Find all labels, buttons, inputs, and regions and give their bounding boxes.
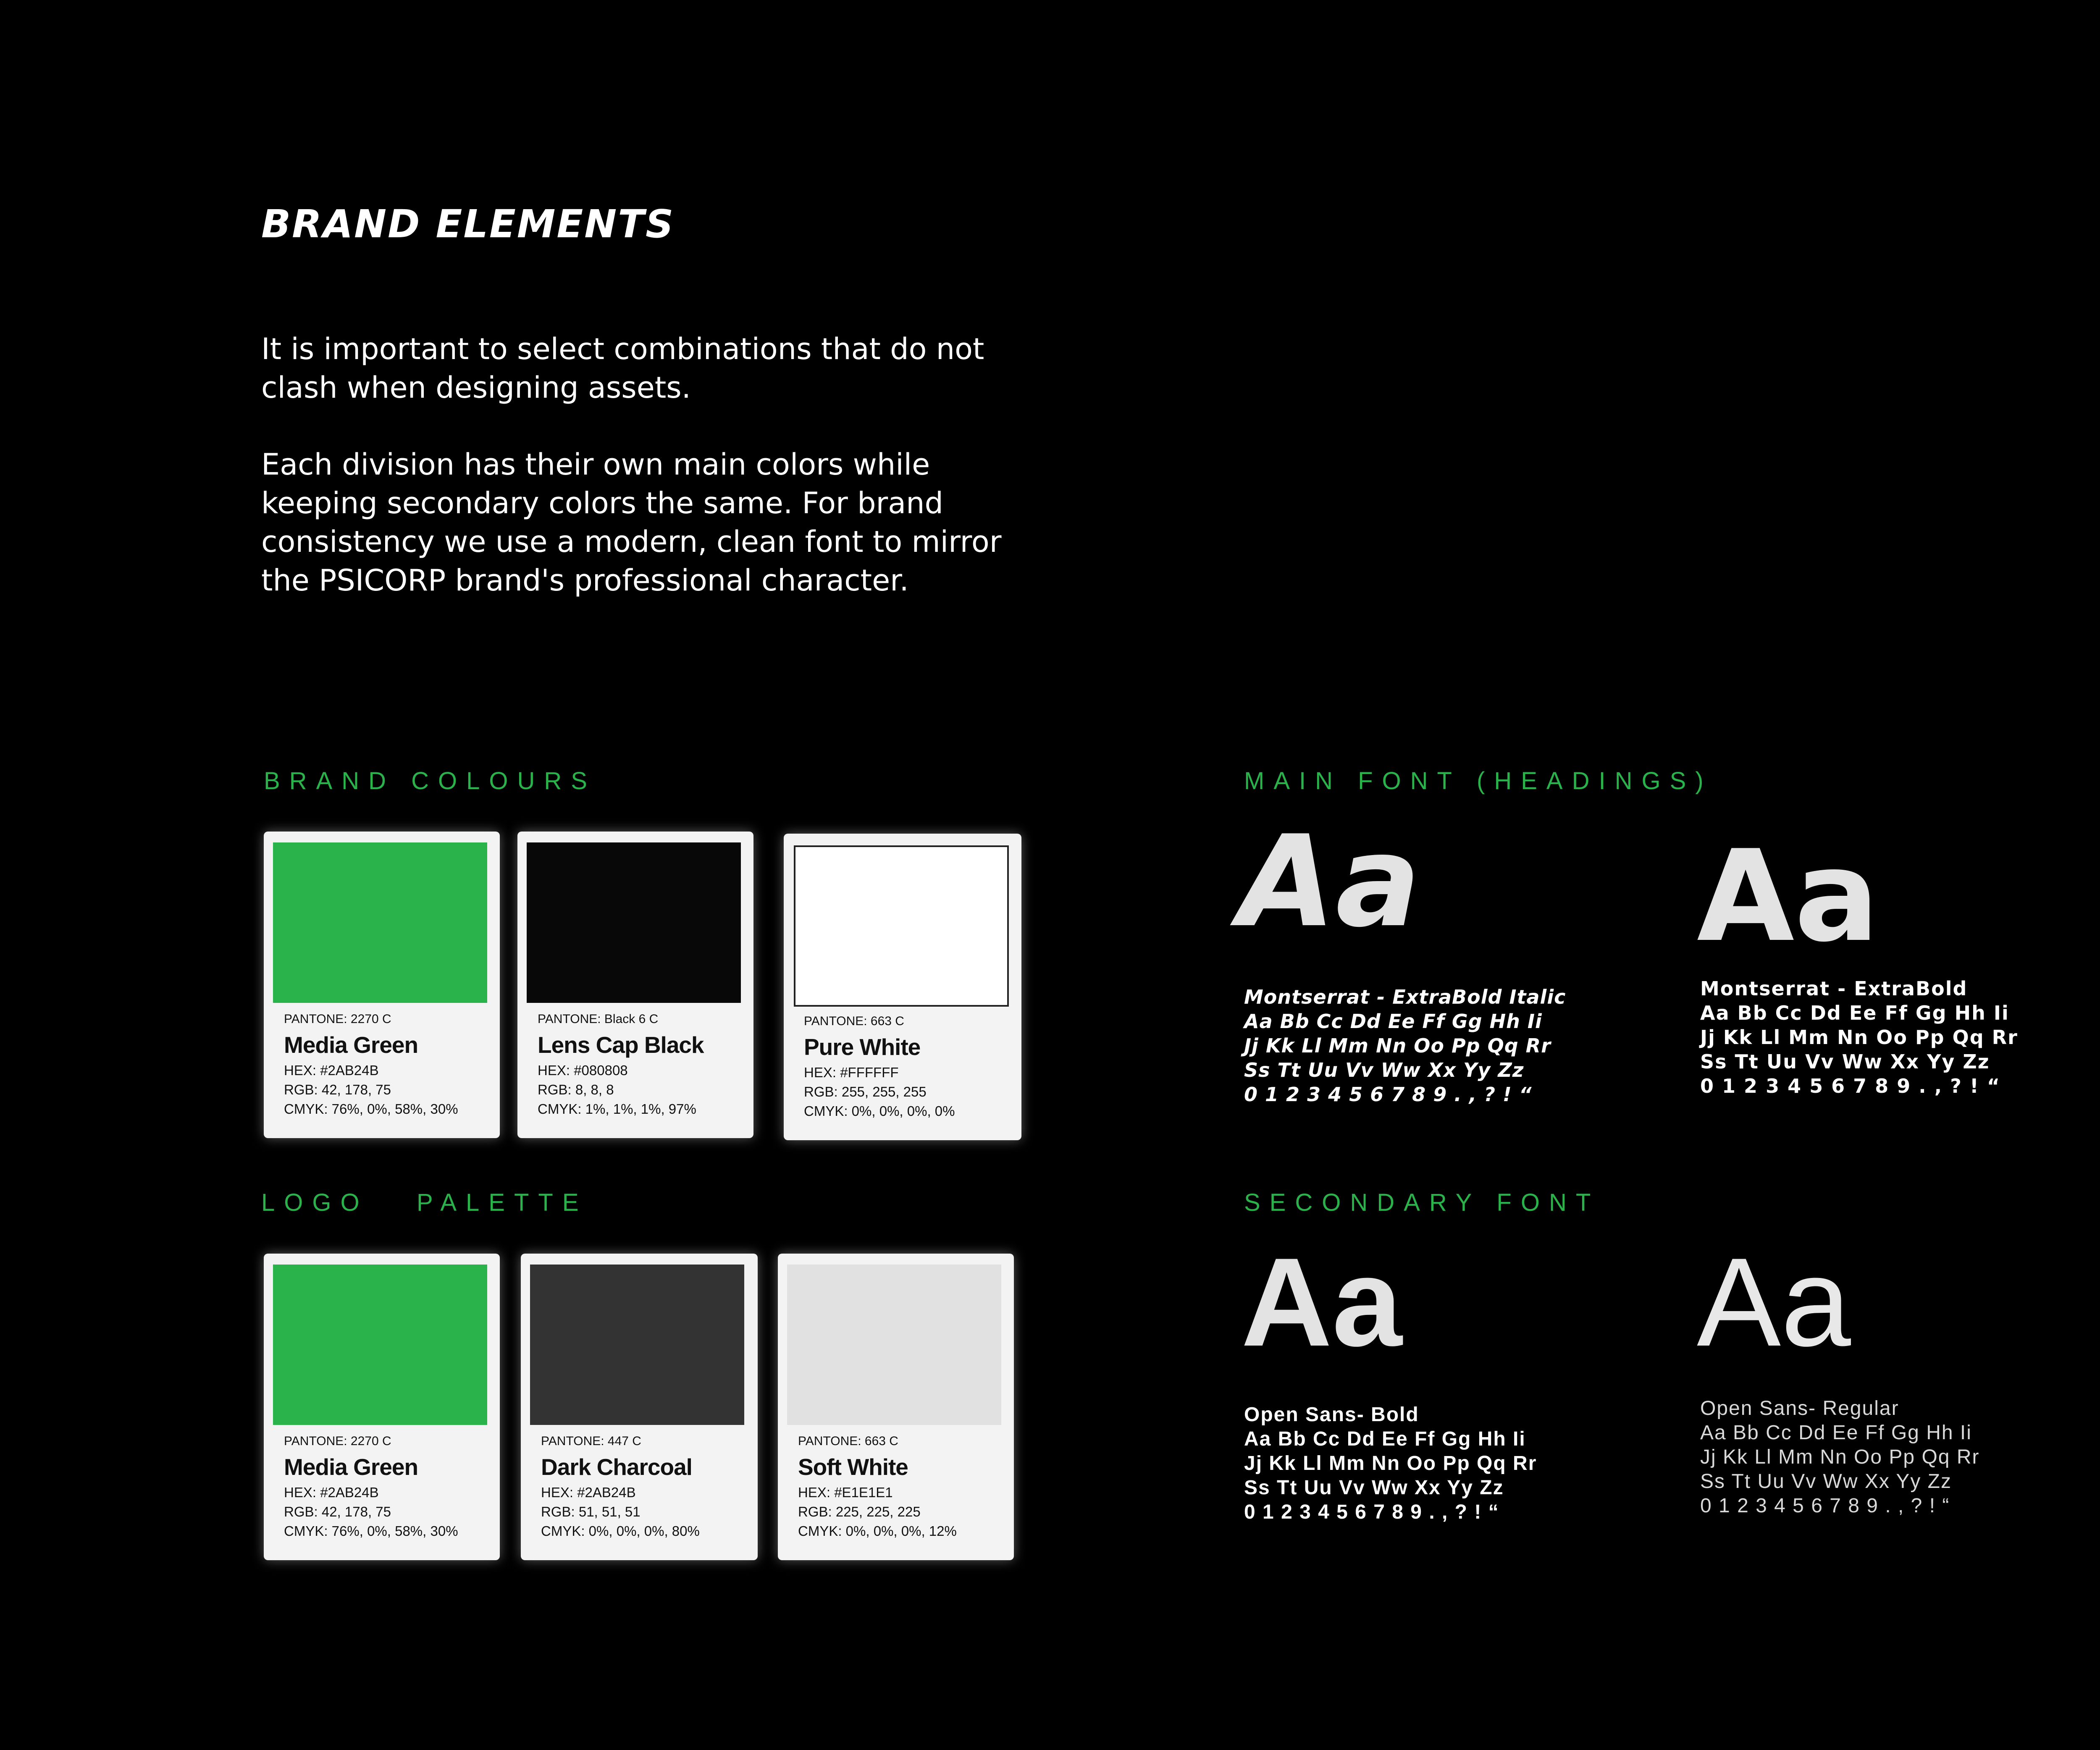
- hex-value: HEX: #2AB24B: [541, 1485, 636, 1500]
- pantone-code: PANTONE: 663 C: [798, 1434, 898, 1448]
- specimen-line: Aa Bb Cc Dd Ee Ff Gg Hh Ii: [1700, 1002, 2009, 1024]
- hex-value: HEX: #2AB24B: [284, 1485, 379, 1500]
- rgb-value: RGB: 255, 255, 255: [804, 1084, 927, 1099]
- pantone-code: PANTONE: 663 C: [804, 1014, 904, 1028]
- page-title: BRAND ELEMENTS: [261, 202, 675, 247]
- rgb-value: RGB: 225, 225, 225: [798, 1504, 921, 1519]
- hex-value: HEX: #080808: [538, 1063, 628, 1078]
- secondary-font-label: SECONDARY FONT: [1244, 1189, 1600, 1216]
- color-swatch: [794, 845, 1009, 1007]
- specimen-line: Aa Bb Cc Dd Ee Ff Gg Hh Ii: [1244, 1010, 1542, 1033]
- color-swatch: [787, 1265, 1001, 1425]
- open-sans-regular-glyph: Aa: [1697, 1231, 1851, 1372]
- pantone-code: PANTONE: 2270 C: [284, 1434, 391, 1448]
- color-name: Pure White: [804, 1034, 921, 1060]
- color-swatch: [527, 842, 741, 1003]
- specimen-line: Aa Bb Cc Dd Ee Ff Gg Hh Ii: [1244, 1428, 1526, 1450]
- specimen-line: Ss Tt Uu Vv Ww Xx Yy Zz: [1700, 1050, 1990, 1073]
- color-swatch: [273, 842, 487, 1003]
- specimen-line: 0 1 2 3 4 5 6 7 8 9 . , ? ! “: [1700, 1075, 2001, 1097]
- cmyk-value: CMYK: 76%, 0%, 58%, 30%: [284, 1101, 458, 1117]
- montserrat-glyph: Aa: [1697, 823, 1880, 970]
- montserrat-italic-specimen: [1244, 985, 1566, 1107]
- cmyk-value: CMYK: 0%, 0%, 0%, 12%: [798, 1523, 957, 1539]
- font-name: Montserrat - ExtraBold Italic: [1244, 986, 1566, 1008]
- specimen-line: 0 1 2 3 4 5 6 7 8 9 . , ? ! “: [1244, 1083, 1532, 1106]
- intro-paragraph-2: Each division has their own main colors while keeping secondary colors the same. For brand consistency we use a modern, clean font to mirror the PSICORP brand's professional character.: [261, 447, 1002, 598]
- font-name: Open Sans- Bold: [1244, 1404, 1419, 1426]
- color-swatch: [530, 1265, 744, 1425]
- specimen-line: Jj Kk Ll Mm Nn Oo Pp Qq Rr: [1700, 1446, 1980, 1468]
- color-name: Dark Charcoal: [541, 1454, 692, 1480]
- pantone-code: PANTONE: 2270 C: [284, 1012, 391, 1026]
- specimen-line: Ss Tt Uu Vv Ww Xx Yy Zz: [1244, 1059, 1524, 1081]
- color-card-dark-charcoal: [521, 1254, 758, 1560]
- rgb-value: RGB: 42, 178, 75: [284, 1082, 391, 1097]
- specimen-line: Ss Tt Uu Vv Ww Xx Yy Zz: [1700, 1470, 1952, 1493]
- rgb-value: RGB: 42, 178, 75: [284, 1504, 391, 1519]
- cmyk-value: CMYK: 76%, 0%, 58%, 30%: [284, 1523, 458, 1539]
- color-card-pure-white: [784, 834, 1021, 1140]
- color-swatch: [273, 1265, 487, 1425]
- hex-value: HEX: #E1E1E1: [798, 1485, 893, 1500]
- specimen-line: Aa Bb Cc Dd Ee Ff Gg Hh Ii: [1700, 1422, 1972, 1444]
- cmyk-value: CMYK: 1%, 1%, 1%, 97%: [538, 1101, 696, 1117]
- pantone-code: PANTONE: 447 C: [541, 1434, 641, 1448]
- color-name: Media Green: [284, 1032, 418, 1058]
- specimen-line: 0 1 2 3 4 5 6 7 8 9 . , ? ! “: [1244, 1501, 1499, 1523]
- specimen-line: Jj Kk Ll Mm Nn Oo Pp Qq Rr: [1244, 1452, 1537, 1475]
- specimen-line: Jj Kk Ll Mm Nn Oo Pp Qq Rr: [1244, 1034, 1551, 1057]
- specimen-line: 0 1 2 3 4 5 6 7 8 9 . , ? ! “: [1700, 1495, 1950, 1517]
- cmyk-value: CMYK: 0%, 0%, 0%, 80%: [541, 1523, 700, 1539]
- specimen-line: Ss Tt Uu Vv Ww Xx Yy Zz: [1244, 1477, 1504, 1499]
- intro-paragraph-1: It is important to select combinations that do not clash when designing assets.: [261, 332, 984, 405]
- montserrat-specimen: [1700, 976, 2018, 1098]
- color-name: Soft White: [798, 1454, 908, 1480]
- main-font-label: MAIN FONT (HEADINGS): [1244, 767, 1713, 795]
- open-sans-regular-specimen: [1700, 1396, 1979, 1518]
- brand-colours-label: BRAND COLOURS: [264, 767, 596, 795]
- specimen-line: Jj Kk Ll Mm Nn Oo Pp Qq Rr: [1700, 1026, 2018, 1049]
- color-name: Media Green: [284, 1454, 418, 1480]
- rgb-value: RGB: 8, 8, 8: [538, 1082, 614, 1097]
- color-card-soft-white: [778, 1254, 1014, 1560]
- open-sans-bold-specimen: [1244, 1403, 1537, 1524]
- logo-palette-label: LOGO PALETTE: [261, 1189, 588, 1216]
- font-name: Montserrat - ExtraBold: [1700, 977, 1968, 1000]
- color-card-media-green-logo: [264, 1254, 500, 1560]
- color-name: Lens Cap Black: [538, 1032, 704, 1058]
- rgb-value: RGB: 51, 51, 51: [541, 1504, 640, 1519]
- font-name: Open Sans- Regular: [1700, 1397, 1899, 1419]
- hex-value: HEX: #2AB24B: [284, 1063, 379, 1078]
- cmyk-value: CMYK: 0%, 0%, 0%, 0%: [804, 1103, 955, 1119]
- pantone-code: PANTONE: Black 6 C: [538, 1012, 659, 1026]
- montserrat-italic-glyph: Aa: [1238, 808, 1421, 955]
- open-sans-bold-glyph: Aa: [1241, 1231, 1402, 1372]
- color-card-media-green: [264, 832, 500, 1138]
- hex-value: HEX: #FFFFFF: [804, 1065, 899, 1080]
- color-card-lens-cap-black: [517, 832, 753, 1138]
